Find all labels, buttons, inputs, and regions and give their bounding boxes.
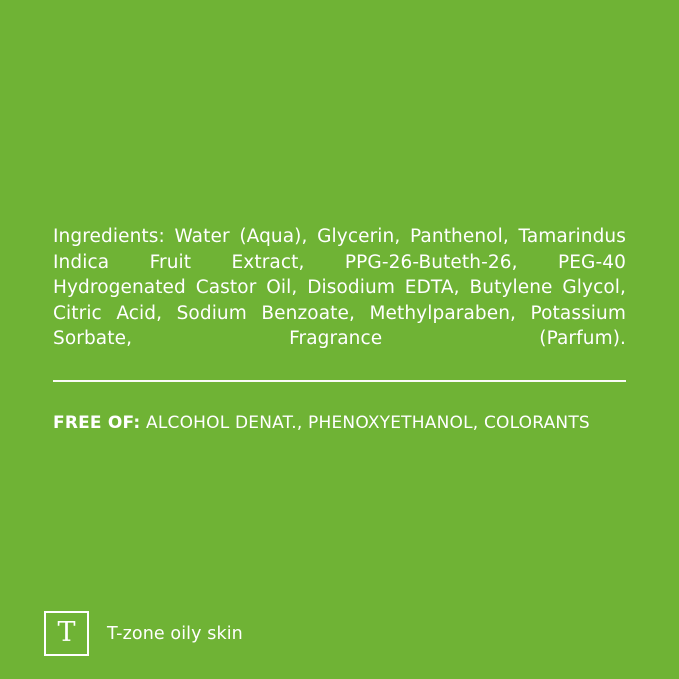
- free-of-items: ALCOHOL DENAT., PHENOXYETHANOL, COLORANTS: [146, 413, 590, 433]
- free-of-label: FREE OF:: [53, 413, 141, 433]
- free-of-section: [53, 412, 653, 434]
- section-divider: [53, 380, 626, 382]
- t-zone-badge-letter: T: [57, 617, 76, 648]
- free-of-line: [53, 412, 653, 434]
- ingredients-section: [53, 224, 626, 377]
- skin-type-footer: [44, 611, 243, 656]
- t-zone-badge-icon: [44, 611, 89, 656]
- skin-type-label: T-zone oily skin: [107, 623, 243, 644]
- ingredients-list-text: Ingredients: Water (Aqua), Glycerin, Panthenol, Tamarindus Indica Fruit Extract, PPG-26-Buteth-26, PEG-40 Hydrogenated Castor Oil, Disodium EDTA, Butylene Glycol, Citric Acid, Sodium Benzoate, Methylparaben, Potassium Sorbate, Fragrance (Parfum).: [53, 226, 626, 349]
